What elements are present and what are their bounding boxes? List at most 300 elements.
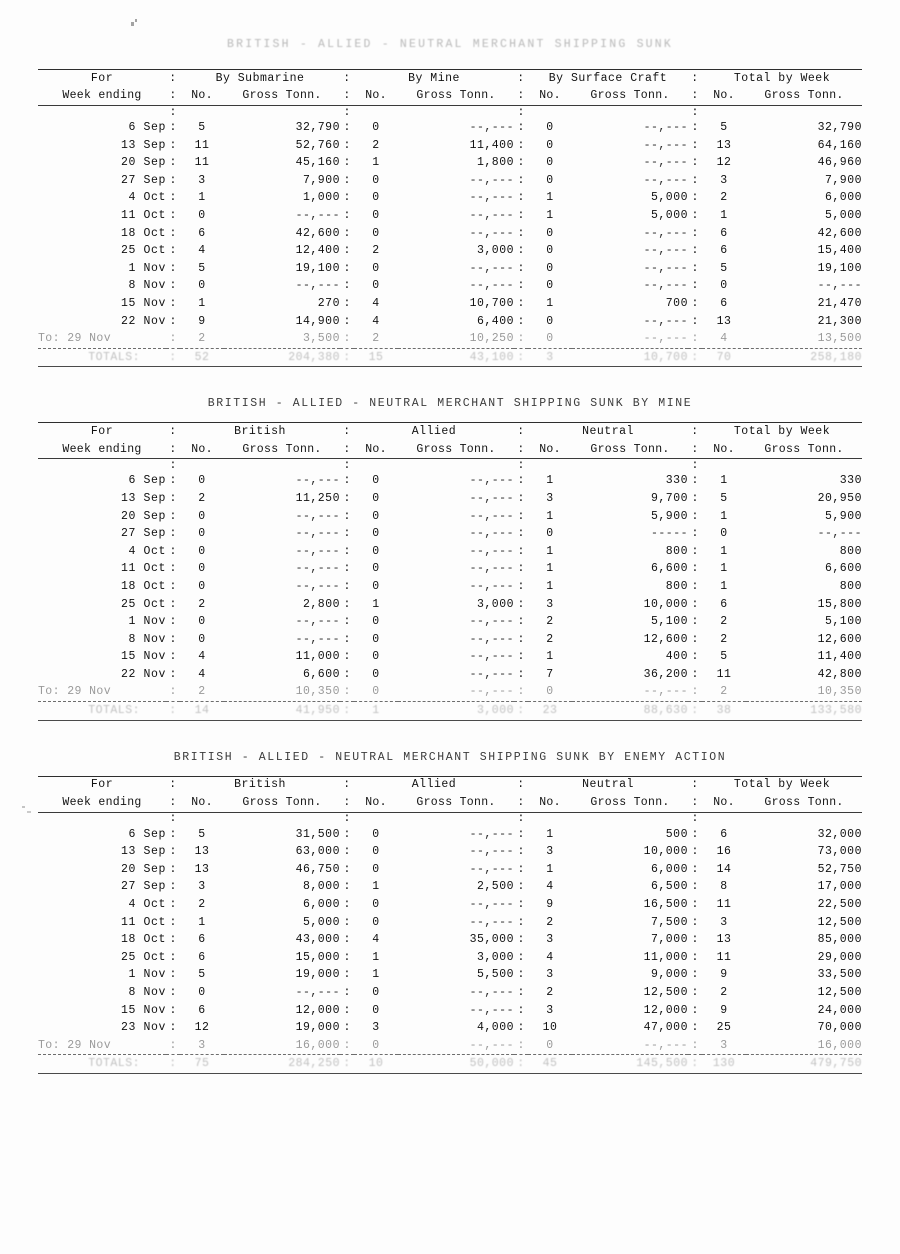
cell-gross-tonnage: --,---	[469, 209, 514, 223]
cell-number: 2	[372, 244, 380, 258]
row-separator: :	[514, 702, 528, 721]
table-spacer-row	[38, 459, 862, 473]
row-separator: :	[343, 1003, 351, 1017]
cell-number: 0	[546, 279, 554, 293]
totals-number: 70	[702, 348, 746, 367]
row-separator: :	[517, 986, 525, 1000]
row-separator: :	[166, 1055, 180, 1074]
cell-gross-tonnage: 5,100	[824, 615, 862, 629]
table-row-totals	[38, 348, 862, 367]
row-separator: :	[169, 1003, 177, 1017]
row-separator: :	[691, 685, 699, 699]
totals-number: 10	[354, 1055, 398, 1074]
cell-number: 6	[720, 244, 728, 258]
header-separator: :	[340, 794, 354, 813]
row-separator: :	[517, 562, 525, 576]
cell-gross-tonnage: 43,000	[295, 933, 340, 947]
row-separator: :	[169, 459, 177, 473]
subheader-no: No.	[180, 87, 224, 106]
cell-gross-tonnage: 32,790	[295, 121, 340, 135]
cell-gross-tonnage: 6,600	[824, 562, 862, 576]
cell-number: 4	[546, 950, 554, 964]
cell-gross-tonnage: 42,600	[817, 226, 862, 240]
cell-number: 13	[716, 314, 732, 328]
table-row	[38, 826, 862, 844]
row-week-ending: 13 Sep	[120, 845, 166, 859]
cell-gross-tonnage: --,---	[469, 527, 514, 541]
cell-number: 0	[372, 261, 380, 275]
cell-number: 9	[720, 1003, 728, 1017]
header-separator: :	[691, 71, 699, 85]
cell-number: 0	[198, 474, 206, 488]
cell-gross-tonnage: --,---	[469, 121, 514, 135]
cell-number: 0	[372, 986, 380, 1000]
cell-gross-tonnage: 52,750	[817, 862, 862, 876]
row-separator: :	[691, 1021, 699, 1035]
totals-number: 45	[528, 1055, 572, 1074]
table-row	[38, 119, 862, 137]
row-week-ending: 27 Sep	[120, 173, 166, 187]
cell-gross-tonnage: 32,790	[817, 121, 862, 135]
cell-number: 0	[372, 862, 380, 876]
cell-gross-tonnage: 330	[839, 474, 862, 488]
row-separator: :	[691, 579, 699, 593]
cell-number: 0	[372, 209, 380, 223]
cell-gross-tonnage: 5,900	[824, 509, 862, 523]
row-separator: :	[343, 105, 351, 119]
cell-gross-tonnage: 10,250	[469, 332, 514, 346]
totals-gross-tonnage: 479,750	[746, 1055, 862, 1074]
header-separator: :	[169, 425, 177, 439]
cell-number: 5	[198, 261, 206, 275]
header-separator: :	[517, 425, 525, 439]
totals-number: 1	[354, 702, 398, 721]
row-separator: :	[517, 244, 525, 258]
header-group-2: Allied	[411, 778, 457, 792]
cell-gross-tonnage: --,---	[469, 827, 514, 841]
table-row	[38, 949, 862, 967]
cell-gross-tonnage: 10,350	[817, 685, 862, 699]
cell-gross-tonnage: 10,350	[295, 685, 340, 699]
cell-gross-tonnage: 4,000	[476, 1021, 514, 1035]
cell-gross-tonnage: --,---	[469, 845, 514, 859]
row-separator: :	[169, 968, 177, 982]
cell-gross-tonnage: --,---	[643, 332, 688, 346]
row-week-ending: 25 Oct	[120, 950, 166, 964]
cell-number: 2	[198, 685, 206, 699]
cell-number: 0	[198, 279, 206, 293]
subheader-gross-tonn: Gross Tonn.	[572, 794, 688, 813]
cell-number: 0	[198, 544, 206, 558]
table-row	[38, 878, 862, 896]
header-separator: :	[343, 778, 351, 792]
row-separator: :	[169, 226, 177, 240]
row-separator: :	[517, 509, 525, 523]
cell-number: 1	[372, 597, 380, 611]
cell-gross-tonnage: 12,500	[817, 915, 862, 929]
tables-container	[0, 51, 900, 1074]
row-separator: :	[688, 1055, 702, 1074]
cell-number: 4	[198, 244, 206, 258]
row-week-ending: 1 Nov	[128, 261, 166, 275]
cell-number: 0	[546, 156, 554, 170]
cell-gross-tonnage: 10,000	[643, 845, 688, 859]
row-separator: :	[691, 491, 699, 505]
row-week-ending: 15 Nov	[120, 650, 166, 664]
cell-number: 0	[372, 632, 380, 646]
row-separator: :	[343, 491, 351, 505]
row-separator: :	[169, 544, 177, 558]
table-row	[38, 613, 862, 631]
header-separator: :	[691, 778, 699, 792]
cell-number: 3	[546, 845, 554, 859]
cell-number: 2	[198, 597, 206, 611]
row-separator: :	[169, 105, 177, 119]
cell-gross-tonnage: 11,250	[295, 491, 340, 505]
row-separator: :	[517, 933, 525, 947]
row-separator: :	[169, 261, 177, 275]
row-separator: :	[517, 459, 525, 473]
header-group-1: British	[234, 425, 286, 439]
row-separator: :	[691, 459, 699, 473]
row-separator: :	[691, 1038, 699, 1052]
row-week-ending: 11 Oct	[120, 209, 166, 223]
cell-gross-tonnage: 12,600	[817, 632, 862, 646]
row-separator: :	[169, 827, 177, 841]
row-separator: :	[691, 244, 699, 258]
table-row	[38, 525, 862, 543]
row-separator: :	[169, 1038, 177, 1052]
table-row	[38, 648, 862, 666]
subheader-no: No.	[528, 440, 572, 459]
cell-gross-tonnage: --,---	[469, 862, 514, 876]
cell-number: 1	[720, 579, 728, 593]
table-row	[38, 490, 862, 508]
cell-gross-tonnage: 7,900	[824, 173, 862, 187]
table-header-row	[38, 423, 862, 440]
row-separator: :	[343, 1021, 351, 1035]
cell-gross-tonnage: 3,000	[476, 950, 514, 964]
row-separator: :	[343, 314, 351, 328]
cell-number: 4	[198, 650, 206, 664]
row-separator: :	[691, 121, 699, 135]
cell-number: 9	[720, 968, 728, 982]
row-separator: :	[169, 474, 177, 488]
row-separator: :	[343, 156, 351, 170]
header-separator: :	[688, 87, 702, 106]
row-separator: :	[169, 812, 177, 826]
table-row	[38, 137, 862, 155]
cell-number: 4	[198, 667, 206, 681]
row-separator: :	[343, 615, 351, 629]
row-separator: :	[688, 702, 702, 721]
row-separator: :	[517, 812, 525, 826]
cell-number: 0	[198, 209, 206, 223]
header-separator: :	[166, 87, 180, 106]
cell-gross-tonnage: 270	[317, 296, 340, 310]
cell-number: 0	[198, 527, 206, 541]
row-separator: :	[691, 509, 699, 523]
cell-gross-tonnage: --,---	[643, 279, 688, 293]
cell-number: 6	[198, 1003, 206, 1017]
cell-number: 1	[720, 509, 728, 523]
cell-gross-tonnage: 5,100	[650, 615, 688, 629]
table-row	[38, 666, 862, 684]
cell-number: 3	[546, 1003, 554, 1017]
totals-gross-tonnage: 10,700	[572, 348, 688, 367]
header-separator: :	[340, 440, 354, 459]
cell-number: 16	[716, 845, 732, 859]
cell-gross-tonnage: 10,000	[643, 597, 688, 611]
cell-gross-tonnage: 11,000	[295, 650, 340, 664]
row-separator: :	[691, 332, 699, 346]
row-week-ending: 8 Nov	[128, 279, 166, 293]
cell-number: 1	[198, 191, 206, 205]
cell-gross-tonnage: 12,600	[643, 632, 688, 646]
cell-gross-tonnage: 12,000	[295, 1003, 340, 1017]
subheader-gross-tonn: Gross Tonn.	[572, 440, 688, 459]
table-row-last-week	[38, 330, 862, 348]
row-separator: :	[343, 296, 351, 310]
subheader-no: No.	[180, 794, 224, 813]
row-week-ending: 6 Sep	[128, 121, 166, 135]
row-separator: :	[691, 667, 699, 681]
cell-gross-tonnage: 800	[839, 579, 862, 593]
cell-gross-tonnage: 2,800	[302, 597, 340, 611]
cell-number: 0	[372, 191, 380, 205]
cell-number: 0	[546, 1038, 554, 1052]
header-separator: :	[343, 425, 351, 439]
row-separator: :	[517, 968, 525, 982]
totals-gross-tonnage: 3,000	[398, 702, 514, 721]
totals-gross-tonnage: 258,180	[746, 348, 862, 367]
row-separator: :	[691, 105, 699, 119]
row-separator: :	[169, 632, 177, 646]
table-row	[38, 508, 862, 526]
row-separator: :	[691, 474, 699, 488]
row-separator: :	[517, 650, 525, 664]
header-group-4: Total by Week	[733, 425, 831, 439]
cell-number: 1	[198, 915, 206, 929]
header-group-1: British	[234, 778, 286, 792]
row-separator: :	[343, 261, 351, 275]
cell-gross-tonnage: --,---	[469, 898, 514, 912]
subheader-gross-tonn: Gross Tonn.	[572, 87, 688, 106]
cell-gross-tonnage: 7,000	[650, 933, 688, 947]
row-separator: :	[517, 1003, 525, 1017]
cell-gross-tonnage: 6,600	[302, 667, 340, 681]
header-week-ending: Week ending	[38, 794, 166, 813]
row-separator: :	[169, 491, 177, 505]
cell-gross-tonnage: 11,400	[817, 650, 862, 664]
totals-number: 14	[180, 702, 224, 721]
table-row	[38, 260, 862, 278]
cell-gross-tonnage: --,---	[643, 226, 688, 240]
subheader-no: No.	[702, 87, 746, 106]
cell-gross-tonnage: 24,000	[817, 1003, 862, 1017]
cell-gross-tonnage: 36,200	[643, 667, 688, 681]
row-separator: :	[517, 332, 525, 346]
cell-gross-tonnage: --,---	[295, 209, 340, 223]
row-separator: :	[343, 845, 351, 859]
row-separator: :	[169, 279, 177, 293]
header-week-ending: Week ending	[38, 440, 166, 459]
row-week-ending: 6 Sep	[128, 474, 166, 488]
cell-number: 5	[720, 650, 728, 664]
row-separator: :	[691, 880, 699, 894]
row-separator: :	[340, 702, 354, 721]
row-separator: :	[691, 191, 699, 205]
cell-gross-tonnage: 6,400	[476, 314, 514, 328]
table-row	[38, 861, 862, 879]
cell-gross-tonnage: --,---	[469, 491, 514, 505]
cell-number: 1	[546, 862, 554, 876]
row-separator: :	[169, 527, 177, 541]
totals-number: 75	[180, 1055, 224, 1074]
header-group-4: Total by Week	[733, 778, 831, 792]
row-separator: :	[169, 667, 177, 681]
cell-gross-tonnage: 7,900	[302, 173, 340, 187]
cell-gross-tonnage: 21,470	[817, 296, 862, 310]
row-separator: :	[169, 138, 177, 152]
row-separator: :	[691, 544, 699, 558]
row-separator: :	[691, 827, 699, 841]
cell-number: 1	[372, 968, 380, 982]
cell-gross-tonnage: --,---	[295, 562, 340, 576]
cell-number: 6	[720, 226, 728, 240]
row-separator: :	[169, 898, 177, 912]
cell-number: 0	[372, 915, 380, 929]
cell-number: 1	[720, 209, 728, 223]
row-separator: :	[169, 332, 177, 346]
row-week-ending: 11 Oct	[120, 562, 166, 576]
cell-number: 3	[198, 173, 206, 187]
table-row	[38, 172, 862, 190]
row-separator: :	[691, 173, 699, 187]
row-separator: :	[343, 950, 351, 964]
row-separator: :	[343, 597, 351, 611]
row-separator: :	[517, 862, 525, 876]
cell-number: 11	[716, 667, 732, 681]
table-row	[38, 578, 862, 596]
cell-gross-tonnage: 2,500	[476, 880, 514, 894]
cell-number: 4	[372, 314, 380, 328]
subheader-gross-tonn: Gross Tonn.	[224, 87, 340, 106]
row-separator: :	[691, 968, 699, 982]
cell-number: 1	[546, 209, 554, 223]
table-header-row	[38, 70, 862, 87]
row-week-ending: 27 Sep	[120, 880, 166, 894]
cell-number: 25	[716, 1021, 732, 1035]
cell-number: 2	[198, 332, 206, 346]
header-separator: :	[166, 794, 180, 813]
cell-number: 0	[372, 226, 380, 240]
row-week-ending: 11 Oct	[120, 915, 166, 929]
cell-number: 0	[720, 527, 728, 541]
cell-number: 2	[198, 491, 206, 505]
header-separator: :	[517, 778, 525, 792]
cell-gross-tonnage: 52,760	[295, 138, 340, 152]
cell-number: 0	[198, 509, 206, 523]
table-row-last-week	[38, 683, 862, 701]
row-week-ending: 13 Sep	[120, 491, 166, 505]
cell-gross-tonnage: 5,000	[650, 209, 688, 223]
cell-gross-tonnage: 42,600	[295, 226, 340, 240]
cell-number: 9	[546, 898, 554, 912]
row-separator: :	[169, 862, 177, 876]
cell-gross-tonnage: 16,000	[295, 1038, 340, 1052]
cell-number: 1	[372, 950, 380, 964]
cell-number: 1	[546, 544, 554, 558]
row-separator: :	[343, 1038, 351, 1052]
cell-number: 6	[198, 933, 206, 947]
cell-gross-tonnage: 16,500	[643, 898, 688, 912]
title-spacer	[0, 51, 900, 69]
row-week-ending: 6 Sep	[128, 827, 166, 841]
table-row	[38, 472, 862, 490]
cell-number: 1	[546, 827, 554, 841]
totals-number: 38	[702, 702, 746, 721]
cell-gross-tonnage: 17,000	[817, 880, 862, 894]
row-separator: :	[517, 1038, 525, 1052]
cell-number: 1	[546, 562, 554, 576]
row-separator: :	[343, 632, 351, 646]
cell-number: 0	[372, 845, 380, 859]
row-week-ending: 18 Oct	[120, 579, 166, 593]
cell-number: 4	[720, 332, 728, 346]
subheader-gross-tonn: Gross Tonn.	[224, 440, 340, 459]
table-row	[38, 277, 862, 295]
header-separator: :	[688, 794, 702, 813]
row-week-ending: 18 Oct	[120, 933, 166, 947]
totals-gross-tonnage: 41,950	[224, 702, 340, 721]
cell-number: 0	[198, 632, 206, 646]
row-separator: :	[691, 314, 699, 328]
table-sunk-by-enemy-action	[38, 776, 862, 1074]
row-week-ending: 4 Oct	[128, 544, 166, 558]
cell-gross-tonnage: 5,000	[650, 191, 688, 205]
cell-gross-tonnage: --,---	[295, 632, 340, 646]
row-separator: :	[517, 121, 525, 135]
cell-number: 5	[198, 827, 206, 841]
cell-gross-tonnage: 3,500	[302, 332, 340, 346]
cell-number: 2	[546, 986, 554, 1000]
cell-gross-tonnage: 1,000	[302, 191, 340, 205]
row-separator: :	[169, 296, 177, 310]
cell-gross-tonnage: 700	[665, 296, 688, 310]
row-separator: :	[517, 880, 525, 894]
cell-gross-tonnage: 9,000	[650, 968, 688, 982]
row-week-ending: To: 29 Nov	[38, 1038, 112, 1052]
cell-gross-tonnage: 11,400	[469, 138, 514, 152]
cell-gross-tonnage: 7,500	[650, 915, 688, 929]
cell-number: 1	[546, 191, 554, 205]
subheader-gross-tonn: Gross Tonn.	[398, 794, 514, 813]
table-row	[38, 595, 862, 613]
cell-gross-tonnage: 21,300	[817, 314, 862, 328]
cell-number: 0	[546, 261, 554, 275]
cell-number: 0	[372, 509, 380, 523]
table-row	[38, 914, 862, 932]
row-separator: :	[343, 915, 351, 929]
cell-gross-tonnage: --,---	[469, 650, 514, 664]
table-subheader-row	[38, 794, 862, 813]
row-separator: :	[517, 474, 525, 488]
row-separator: :	[169, 173, 177, 187]
subheader-gross-tonn: Gross Tonn.	[224, 794, 340, 813]
cell-gross-tonnage: 20,950	[817, 491, 862, 505]
cell-number: 2	[372, 332, 380, 346]
